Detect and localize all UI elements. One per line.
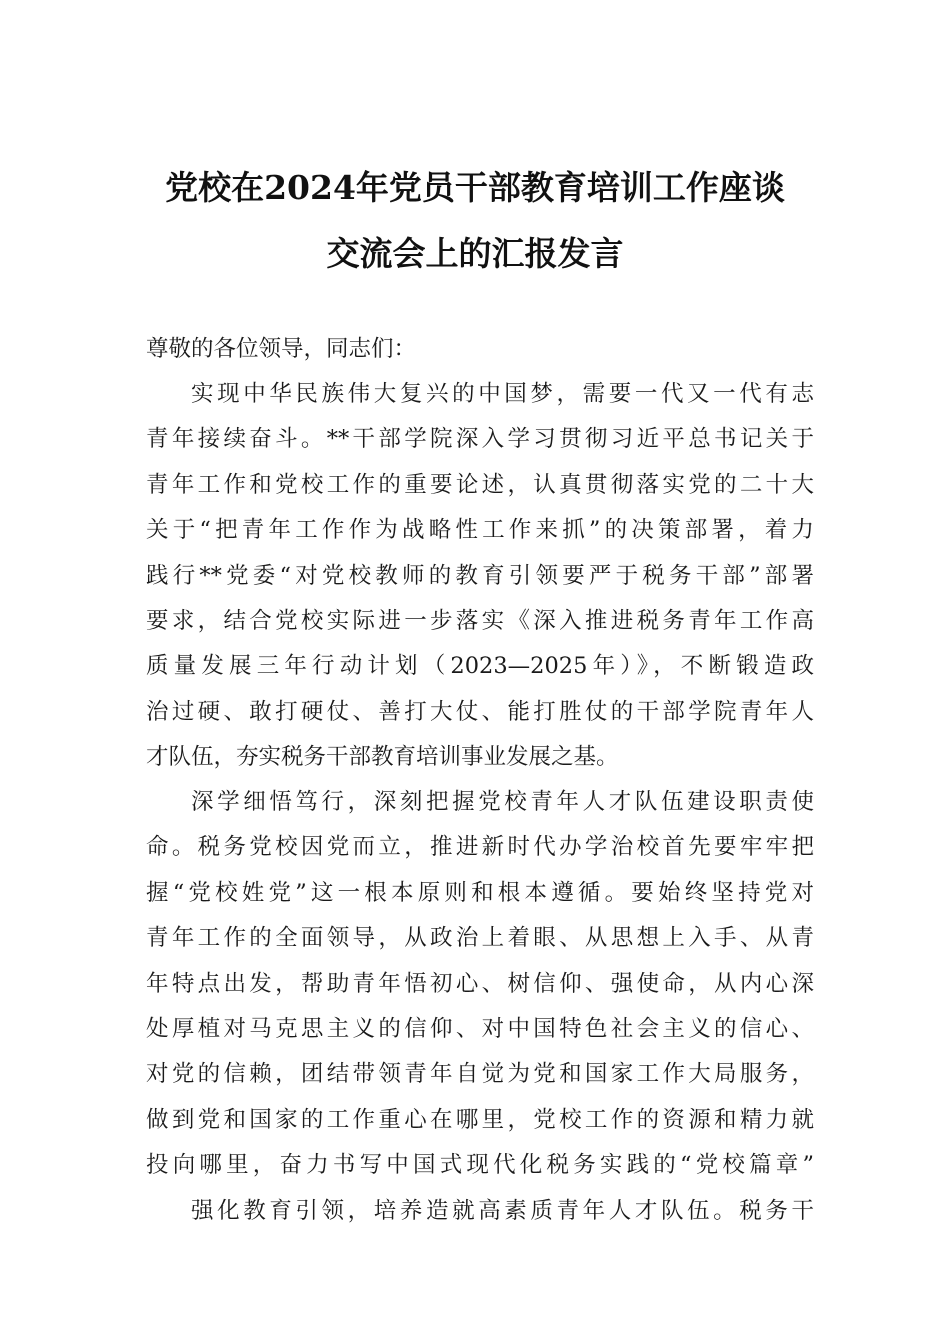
paragraph-line: 践行**党委“对党校教师的教育引领要严于税务干部”部署 [146, 562, 814, 589]
document-title-line-1: 党校在2024年党员干部教育培训工作座谈 [165, 168, 785, 207]
paragraph-3 [146, 1189, 814, 1234]
paragraph-line: 实现中华民族伟大复兴的中国梦，需要一代又一代有志 [191, 381, 814, 407]
paragraph-line: 治过硬、敢打硬仗、善打大仗、能打胜仗的干部学院青年人 [146, 698, 814, 725]
paragraph-line: 才队伍，夯实税务干部教育培训事业发展之基。 [146, 744, 619, 771]
paragraph-line: 年特点出发，帮助青年悟初心、树信仰、强使命，从内心深 [146, 970, 814, 997]
paragraph-line: 命。税务党校因党而立，推进新时代办学治校首先要牢牢把 [146, 834, 814, 861]
document-title-line-2: 交流会上的汇报发言 [326, 234, 624, 273]
paragraph-line: 投向哪里，奋力书写中国式现代化税务实践的“党校篇章” [146, 1152, 814, 1179]
paragraph-line: 青年工作的全面领导，从政治上着眼、从思想上入手、从青 [146, 925, 814, 952]
paragraph-line: 对党的信赖，团结带领青年自觉为党和国家工作大局服务， [146, 1061, 814, 1088]
paragraph-line: 质量发展三年行动计划（2023—2025年）》，不断锻造政 [146, 653, 814, 680]
paragraph-line: 关于“把青年工作作为战略性工作来抓”的决策部署，着力 [146, 517, 814, 544]
paragraph-line: 深学细悟笃行，深刻把握党校青年人才队伍建设职责使 [191, 789, 814, 815]
paragraph-line: 处厚植对马克思主义的信仰、对中国特色社会主义的信心、 [146, 1016, 814, 1043]
salutation: 尊敬的各位领导，同志们： [146, 336, 417, 362]
paragraph-line: 青年接续奋斗。**干部学院深入学习贯彻习近平总书记关于 [146, 426, 814, 453]
paragraph-line: 握“党校姓党”这一根本原则和根本遵循。要始终坚持党对 [146, 879, 814, 906]
paragraph-line: 做到党和国家的工作重心在哪里，党校工作的资源和精力就 [146, 1106, 814, 1133]
paragraph-1 [146, 372, 814, 781]
paragraph-2 [146, 780, 814, 1189]
paragraph-line: 要求，结合党校实际进一步落实《深入推进税务青年工作高 [146, 608, 814, 635]
paragraph-line: 强化教育引领，培养造就高素质青年人才队伍。税务干 [191, 1198, 814, 1224]
paragraph-line: 青年工作和党校工作的重要论述，认真贯彻落实党的二十大 [146, 471, 814, 498]
